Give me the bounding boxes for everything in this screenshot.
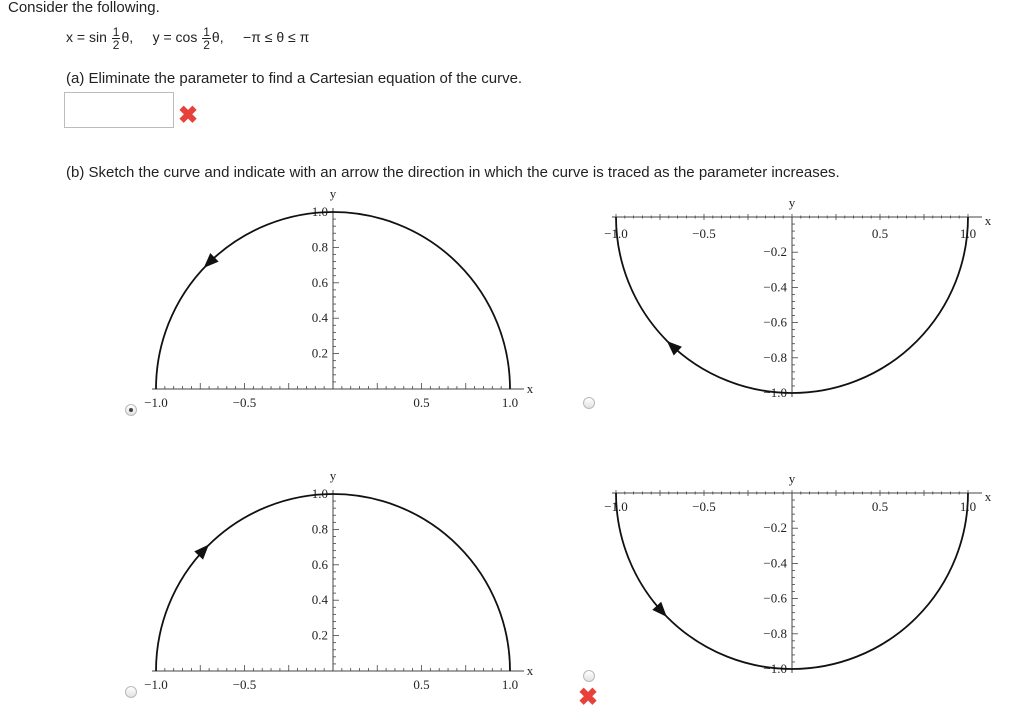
x-tick-label: 0.5 bbox=[871, 226, 889, 241]
y-tick-label: 0.8 bbox=[311, 521, 328, 537]
x-tick-label: −0.5 bbox=[692, 499, 716, 514]
y-tick-label: −0.2 bbox=[763, 520, 787, 536]
y-tick-label: −1.0 bbox=[763, 661, 787, 676]
part-b-prompt: (b) Sketch the curve and indicate with an arrow the direction in which the curve is traced as the parameter increases. bbox=[66, 164, 840, 181]
y-tick-label: −0.4 bbox=[763, 555, 787, 571]
part-a-prompt: (a) Eliminate the parameter to find a Cartesian equation of the curve. bbox=[66, 70, 523, 87]
x-tick-label: −0.5 bbox=[692, 226, 716, 241]
y-tick-label: 0.2 bbox=[311, 345, 328, 361]
x-tick-label: −1.0 bbox=[144, 395, 168, 410]
x-fraction-denominator: 2 bbox=[112, 38, 120, 52]
part-b-incorrect-icon: ✖ bbox=[578, 684, 599, 711]
x-axis-label: x bbox=[526, 663, 534, 678]
x-tick-label: 1.0 bbox=[501, 677, 519, 692]
y-theta: θ, bbox=[211, 29, 224, 46]
x-theta: θ, bbox=[121, 29, 134, 46]
y-tick-label: 0.2 bbox=[311, 627, 328, 643]
problem-intro: Consider the following. bbox=[8, 0, 160, 16]
x-tick-label: 1.0 bbox=[501, 395, 519, 410]
y-tick-label: 0.4 bbox=[311, 592, 328, 608]
y-tick-label: −0.8 bbox=[763, 625, 787, 641]
x-tick-label: −0.5 bbox=[232, 677, 257, 692]
y-tick-label: −0.4 bbox=[763, 279, 787, 295]
y-axis-label: y bbox=[329, 468, 337, 483]
parameter-domain: −π ≤ θ ≤ π bbox=[243, 29, 310, 46]
y-tick-label: 0.6 bbox=[311, 556, 328, 572]
x-tick-label: −0.5 bbox=[232, 395, 257, 410]
x-tick-label: −1.0 bbox=[604, 226, 628, 241]
x-equation-lhs: x = sin bbox=[66, 29, 107, 46]
y-tick-label: 0.6 bbox=[311, 274, 328, 290]
y-tick-label: −1.0 bbox=[763, 385, 787, 400]
y-axis-label: y bbox=[788, 471, 796, 486]
x-fraction-numerator: 1 bbox=[112, 25, 120, 39]
part-a-incorrect-icon: ✖ bbox=[178, 102, 199, 129]
x-tick-label: 0.5 bbox=[413, 395, 430, 410]
x-tick-label: 0.5 bbox=[413, 677, 430, 692]
y-tick-label: −0.6 bbox=[763, 314, 787, 330]
x-tick-label: 1.0 bbox=[959, 499, 977, 514]
x-axis-label: x bbox=[984, 213, 992, 228]
y-tick-label: −0.6 bbox=[763, 590, 787, 606]
y-tick-label: −0.2 bbox=[763, 244, 787, 260]
x-tick-label: −1.0 bbox=[144, 677, 168, 692]
y-equation-lhs: y = cos bbox=[152, 29, 198, 46]
y-tick-label: 1.0 bbox=[311, 204, 328, 219]
x-tick-label: 1.0 bbox=[959, 226, 977, 241]
x-tick-label: −1.0 bbox=[604, 499, 628, 514]
y-tick-label: 0.4 bbox=[311, 310, 328, 326]
x-axis-label: x bbox=[984, 489, 992, 504]
y-fraction-denominator: 2 bbox=[203, 38, 210, 52]
y-tick-label: 1.0 bbox=[311, 486, 328, 501]
y-axis-label: y bbox=[329, 186, 337, 201]
y-tick-label: −0.8 bbox=[763, 349, 787, 365]
x-tick-label: 0.5 bbox=[871, 499, 889, 514]
y-tick-label: 0.8 bbox=[311, 239, 328, 255]
x-axis-label: x bbox=[526, 381, 534, 396]
y-fraction-numerator: 1 bbox=[203, 25, 210, 39]
y-axis-label: y bbox=[788, 195, 796, 210]
